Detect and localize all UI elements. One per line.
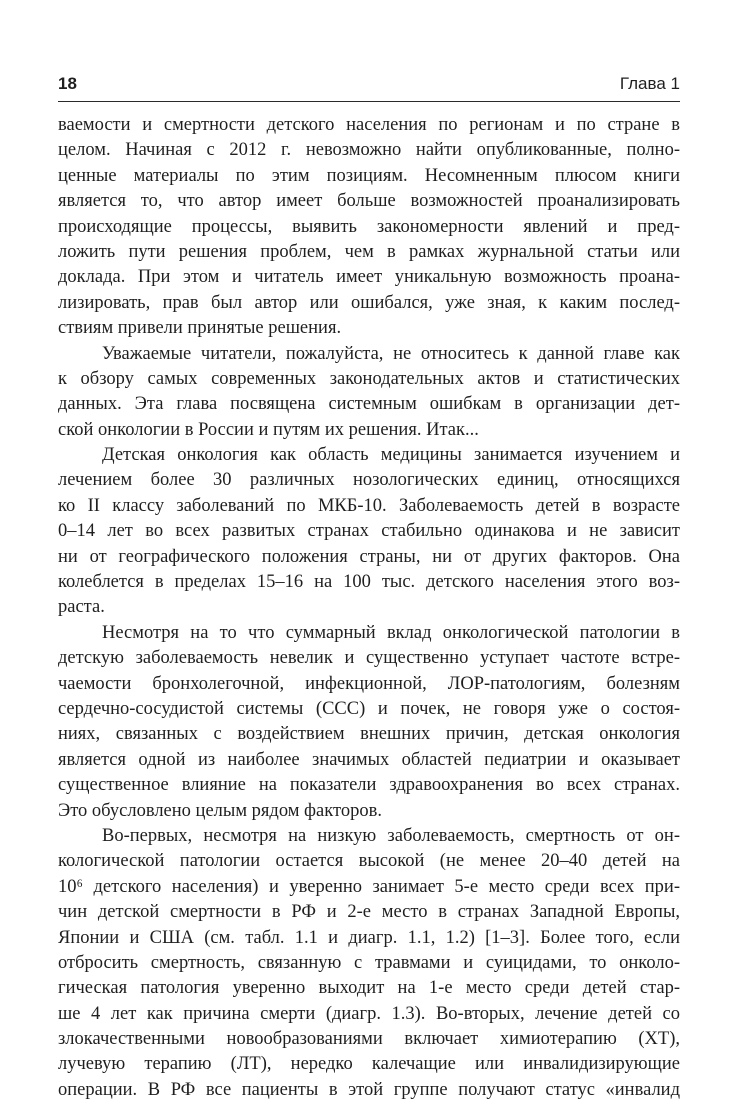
header-rule (58, 101, 680, 102)
page-number: 18 (58, 74, 77, 93)
paragraph (58, 113, 680, 342)
text-line: операции. В РФ все пациенты в этой группе получают статус «инвалид (58, 1079, 680, 1100)
paragraph (58, 342, 680, 444)
text-line: чин детской смертности в РФ и 2-е место в странах Западной Европы, (58, 902, 680, 923)
text-line: к обзору самых современных законодательных актов и статистических (58, 368, 680, 389)
text-line: ни от географического положения страны, ни от других факторов. Она (58, 546, 680, 567)
text-line: ской онкологии в России и путям их решения. Итак... (58, 419, 479, 440)
text-line: происходящие процессы, выявить закономерности явлений и пред- (58, 216, 680, 237)
text-line: ко II классу заболеваний по МКБ-10. Заболеваемость детей в возрасте (58, 495, 680, 516)
text-line: колеблется в пределах 15–16 на 100 тыс. детского населения этого воз- (58, 572, 680, 593)
text-line: кологической патологии остается высокой (не менее 20–40 детей на (58, 851, 680, 872)
text-line: отбросить смертность, связанную с травмами и суицидами, то онколо- (58, 952, 680, 973)
body-text (58, 113, 680, 1103)
text-line: целом. Начиная с 2012 г. невозможно найти опубликованные, полно- (58, 140, 680, 161)
text-line: Японии и США (см. табл. 1.1 и диагр. 1.1, 1.2) [1–3]. Более того, если (58, 927, 680, 948)
text-line: Уважаемые читатели, пожалуйста, не относитесь к данной главе как (102, 343, 680, 364)
text-line: существенное влияние на показатели здравоохранения во всех странах. (58, 775, 680, 796)
paragraph (58, 443, 680, 621)
text-line: доклада. При этом и читатель имеет уникальную возможность проана- (58, 267, 680, 288)
text-line: Во-первых, несмотря на низкую заболеваемость, смертность от он- (102, 825, 680, 846)
text-line: лечением более 30 различных нозологических единиц, относящихся (58, 470, 680, 491)
text-line: ложить пути решения проблем, чем в рамках журнальной статьи или (58, 241, 680, 262)
text-line: 10⁶ детского населения) и уверенно занимает 5-е место среди всех при- (58, 876, 680, 897)
running-header (58, 74, 680, 100)
text-line: ствиям привели принятые решения. (58, 318, 342, 339)
text-line: злокачественными новообразованиями включает химиотерапию (ХТ), (58, 1029, 680, 1050)
text-line: лучевую терапию (ЛТ), нередко калечащие или инвалидизирующие (58, 1054, 680, 1075)
text-line: Детская онкология как область медицины занимается изучением и (102, 445, 680, 466)
text-line: Несмотря на то что суммарный вклад онкологической патологии в (102, 622, 680, 643)
text-line: ценные материалы по этим позициям. Несомненным плюсом книги (58, 165, 680, 186)
text-line: гическая патология уверенно выходит на 1-е место среди детей стар- (58, 978, 680, 999)
text-line: ше 4 лет как причина смерти (диагр. 1.3). Во-вторых, лечение детей со (58, 1003, 680, 1024)
paragraph (58, 824, 680, 1103)
text-line: чаемости бронхолегочной, инфекционной, ЛОР-патологиям, болезням (58, 673, 680, 694)
text-line: лизировать, прав был автор или ошибался, уже зная, к каким послед- (58, 292, 680, 313)
text-line: является одной из наиболее значимых областей педиатрии и оказывает (58, 749, 680, 770)
text-line: является то, что автор имеет больше возможностей проанализировать (58, 191, 680, 212)
paragraph (58, 621, 680, 824)
text-line: раста. (58, 597, 105, 618)
chapter-title: Глава 1 (619, 74, 680, 93)
text-line: сердечно-сосудистой системы (ССС) и почек, не говоря уже о состоя- (58, 698, 680, 719)
text-line: Это обусловлено целым рядом факторов. (58, 800, 382, 821)
text-line: ваемости и смертности детского населения по регионам и по стране в (58, 115, 680, 135)
text-line: 0–14 лет во всех развитых странах стабильно одинакова и не зависит (58, 521, 680, 542)
text-line: детскую заболеваемость невелик и существенно уступает частоте встре- (58, 648, 680, 669)
text-line: данных. Эта глава посвящена системным ошибкам в организации дет- (58, 394, 680, 415)
text-line: ниях, связанных с воздействием внешних причин, детская онкология (58, 724, 680, 745)
